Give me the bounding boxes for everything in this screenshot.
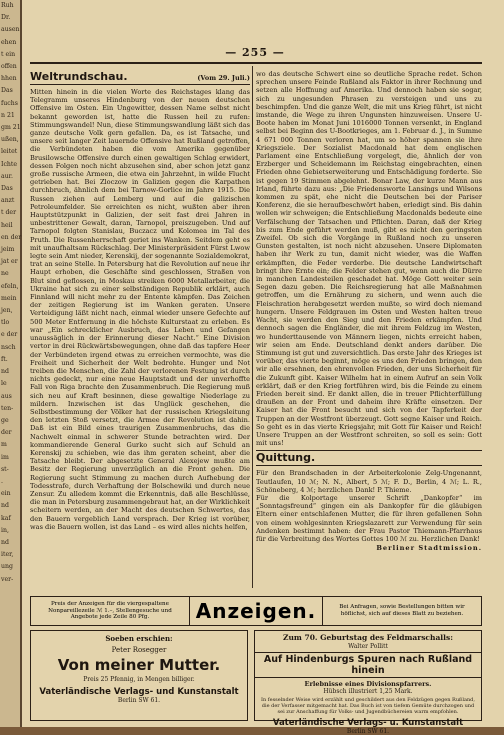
strip-fragment: nd	[1, 368, 9, 376]
advert-rosegger-intro: Soeben erschien:	[105, 634, 173, 643]
advert-hindenburg-author: Walter Pollitt	[348, 643, 388, 650]
page-number: — 255 —	[225, 46, 285, 59]
column-divider	[252, 66, 253, 588]
strip-fragment: im	[1, 453, 9, 461]
quittung-title: Quittung.	[256, 451, 316, 465]
strip-fragment: nd	[1, 538, 9, 546]
strip-fragment: en der	[1, 233, 22, 241]
strip-fragment: ung	[1, 563, 13, 571]
strip-fragment: mein	[1, 294, 17, 302]
strip-fragment: t der	[1, 209, 17, 217]
advert-hindenburg-description: In fesselnder Weise wird erzählt und geschildert aus den Feldzügen gegen Rußland, die der Verfasser mitgemacht hat. Das Buch ist von tiefem Gemüte durchzogen und sei zur Anschaffung für Volks- und Jugendbüchereien warm empfohlen.	[261, 697, 475, 715]
strip-fragment: ein	[1, 490, 11, 498]
weltrundschau-date: (Vom 29. Juli.)	[197, 74, 250, 82]
strip-fragment: Das	[1, 185, 13, 193]
strip-fragment: nd	[1, 502, 9, 510]
strip-fragment: der	[1, 429, 12, 437]
strip-fragment: ußen,	[1, 136, 19, 144]
advert-hindenburg-address: Berlin SW 61.	[346, 728, 390, 735]
strip-fragment: anzt	[1, 197, 15, 205]
quittung-signature: Berliner Stadtmission.	[376, 544, 482, 553]
header-rule	[30, 62, 482, 64]
strip-fragment: ehen	[1, 38, 17, 46]
strip-fragment: m	[1, 441, 7, 449]
strip-fragment: offen	[1, 63, 17, 71]
advert-rosegger-price: Preis 25 Pfennig, in Mengen billiger.	[83, 676, 195, 683]
strip-fragment: Ruh	[1, 2, 14, 9]
advert-rosegger-author: Peter Rosegger	[111, 646, 167, 654]
strip-fragment: jat er	[1, 258, 18, 266]
advert-hindenburg-publisher: Vaterländische Verlags- u. Kunstanstalt	[272, 718, 464, 728]
strip-fragment: fuchs	[1, 99, 18, 107]
strip-fragment: heil	[1, 221, 13, 229]
advert-hindenburg	[254, 630, 482, 735]
advert-hindenburg-occasion: Zum 70. Geburtstag des Feldmarschalls:	[283, 633, 453, 642]
anzeigen-title: Anzeigen.	[189, 597, 323, 625]
strip-fragment: ausen	[1, 26, 20, 34]
weltrundschau-header	[30, 70, 250, 85]
advert-hindenburg-price: Hübsch illustriert 1,25 Mark.	[323, 688, 413, 695]
anzeigen-price-note: Preis der Anzeigen für die viergespaltene Nonpareillezeile ℳ 1.–, Stellengesuche und Angebote jede Zeile 80 Pfg.	[48, 600, 172, 621]
advert-rosegger-publisher: Vaterländische Verlags- und Kunstanstalt	[39, 687, 239, 697]
strip-fragment: ten-	[1, 404, 14, 412]
strip-fragment: iter,	[1, 551, 14, 559]
strip-fragment: ver-	[1, 575, 14, 583]
strip-fragment: Dr.	[1, 14, 11, 22]
weltrundschau-body: Mitten hinein in die vielen Worte des Reichstages klang das Telegramm unseres Hindenburg von der neuen deutschen Offensive im Osten. Ein Ungewitter, dessen Name selbst nicht bekannt geworden ist, hatte die Russen heil zu rufen: Stimmungswandel! Nun, diese Stimmungswandlung läßt sich das ganze deutsche Volk gern gefallen. Da, es ist Tatsache, und unsere seit langer Zeit lauernde Offensive hat Rußland getroffen, die Verbündeten haben die vom Amerika gegenüber Brusilowsche Offensive durch einen gewaltigen Schlag erwidert, dessen Folgen noch nicht abzusehen sind, aber schon jetzt ganz große russische Armeen, die etwa ein Jahrzehnt, in wilde Flucht getrieben hat. Bei Zloczow in Galizien gegen die Karpathen durchbruch, ähnlich dem bei Tarnow-Gorlice im Jahre 1915. Die Russen ziehen auf Lemberg und auf die galizischen Petroleumfelder. Sie erreichten es nicht, wußten aber ihren Hauptstützpunkt in Galizien, der seit fast drei Jahren in unbestrittener Gewalt, daran, Tarnopol, preiszugeben. Und auf Tarnopol folgten Stanislau, Buczacz und Kolomea im Tal des Pruth. Die Russenherrschaft geriet ins Wanken. Seitdem geht es mit unaufhaltsam Rückschlag. Der Ministerpräsident Fürst Lwow legte sein Amt nieder, Kerenskij, der sogenannte Sozialdemokrat, trat an seine Stelle. In Petersburg hat die Revolution auf neue ihr Haupt erhoben, die Geschäfte sind geschlossen, Straßen von Blut sind geflossen, in Moskau streiken 6000 Metallarbeiter, die Ukraine hat sich zu einer selbständigen Republik erklärt, auch Finnland will nicht mehr zu der Entente kämpfen. Das Zeichen der zeitigen Regierung ist im Wanken geraten. Unsere Verteidigung läßt nicht nach, einmal wieder unsere Gefechte auf 500 Meter Entfernung in die höchste Kulturstaat zu erleben. Es war „Ein schrecklicher Ausbruch, das Leben und Gefangen unaussäglich in der Erinnerung dieser Nacht.“ Eine Division vertor in drei Rückwärtsbewegungen, ohne daß das tapfere Heer der Verbündeten irgend etwas zu erreichen vermochte, was die Freiheit und Sicherheit der Welt bedrohte. Hunger und Not treiben die Menschen, die Zahl der verlorenen Festung ist durch nichts gedeckt, nur eine neue Hauptstadt und der unverhoffte Fall von Riga brachte den Zusammenbruch. Die Regierung muß sich neu auf Kraft besinnen, diese gewaltige Niederlage zu mildern. Inzwischen ist das Unglück geschehen, die Selbstbestimmung der Völker hat der russischen Kriegsleitung den letzten Stoß versetzt, die Armee der Revolution ist dahin. Daß ist ein Bild eines traurigen Zusammenbruchs, das die Nachwelt einmal in schwerer Stunde betrachten wird. Der kommandierende General Gurko sucht sich auf Schuld an Kerenskij zu schieben, wie das ihm geraten scheint, aber die Tatsache bleibt. Der abgesetzte General Alexejew mußte am Besitz der Regierung unverzüglich an die Front gehen. Die Regierung sucht Stimmung zu machen durch Aufhebung der Todesstrafe, durch Verhaftung der Bolschewiki und durch neue Zensur. Zu alledem kommt die Erkenntnis, daß alle Beschlüsse, die man in Petersburg zusammengebraut hat, an der Wirklichkeit scheitern werden, an der Macht des deutschen Schwertes, das den Bauern vergeblich Land versprach. Der Krieg ist vorüber, was die Bauern wollen, ist das Land – es wird alles nichts helfen,	[30, 88, 250, 531]
anzeigen-banner	[30, 596, 482, 626]
strip-fragment: ne	[1, 270, 9, 278]
strip-fragment: aur.	[1, 172, 13, 180]
advert-hindenburg-title: Auf Hindenburgs Spuren nach Rußland hinein	[255, 652, 481, 678]
strip-fragment: st-	[1, 465, 9, 473]
strip-fragment: ge	[1, 416, 9, 424]
strip-fragment: in,	[1, 526, 9, 534]
quittung-header	[256, 450, 482, 466]
strip-fragment: le	[1, 380, 7, 388]
strip-fragment: kaf	[1, 514, 11, 522]
anzeigen-request-note: Bei Anfragen, sowie Bestellungen bitten wir höflichst, sich auf dieses Blatt zu beziehen.	[339, 604, 465, 617]
strip-fragment: ft.	[1, 355, 8, 363]
strip-fragment: leitet	[1, 148, 18, 156]
adjacent-page-strip	[0, 0, 22, 727]
strip-fragment: jen,	[1, 307, 13, 315]
strip-fragment: n 21	[1, 111, 15, 119]
strip-fragment: .	[1, 477, 3, 485]
right-column	[256, 70, 482, 590]
strip-fragment: e der	[1, 331, 18, 339]
strip-fragment: hhen	[1, 75, 17, 83]
quittung-body: Für den Brandschaden in der Arbeiterkolonie Zelg-Ungenannt, Teutlaufen, 10 ℳ; N. N., Albert, 5 ℳ; F. D., Berlin, 4 ℳ; L. R., Schöneberg, 4 ℳ; herzlichen Dank! P. Thieme. Für die Kolportage unserer Schrift „Dankopfer“ im „Sonntagsfreund“ gingen ein als Dankopfer für die gläubigen Eltern einer entschlafenen Mutter, die für ihren gefallenen Sohn von einem wohlgesinnten Kriegslazarett zur Verwendung für sein Andenken bestimmt haben: der Frau Pastor Thiemann-Pfarrhaus für die Verbreitung des Wortes Gottes 100 ℳ zu. Herzlichen Dank!	[256, 469, 482, 543]
weltrundschau-column	[30, 70, 250, 590]
advert-rosegger-address: Berlin SW 61.	[117, 697, 161, 704]
advert-rosegger	[30, 630, 248, 721]
strip-fragment: Ichte	[1, 160, 18, 168]
strip-fragment: gm 21	[1, 124, 21, 132]
weltrundschau-continued: wo das deutsche Schwert eine so deutliche Sprache redet. Schon sprechen unsere Feinde Rußland als Faktor in ihrer Rechnung und setzen alle Hoffnung auf Amerika. Und dennoch haben sie sogar, sich zu ungesunden Phrasen zu versteigen und uns zu beschimpfen. Und die ganze Welt, die mit uns Krieg führt, ist nicht imstande, die Wege zu ihren Ungunsten hinzuweisen. Unsere U-Boote haben im Monat Juni 1016000 Tonnen versenkt, in England selbst bei Beginn des U-Bootkrieges, am 1. Februar d. J., in Summe 4 671 000 Tonnen verloren hat, um so höher spannen sie ihre Kriegsziele. Der Sozialist Macdonald hat dem englischen Parlament eine Entschließung vorgelegt, die, ähnlich der von Erzberger und Scheidemann im Reichstag eingebrachten, einen Frieden ohne Gebietserweiterung und Entschädigung forderte. Sie ist gegen 19 Stimmen abgelehnt. Bonar Law, der kurze Mann aus Irland, führte dazu aus: „Die Friedensworte Lansings und Wilsons kommen zu spät, ehe nicht die Deutschen bei der Pariser Konferenz, die sie heraufbeschwört haben, erledigt sind. Bis dahin wollen wir schweigen; die Entschließung Macdonalds bedeute eine Verfälschung der Tatsachen und Pflichten. Daran, daß der Krieg bis zum Ende geführt werden muß, gibt es nicht den geringsten Zweifel. Ob sich die Vorgänge in Rußland noch zu unseren Gunsten gestalten, ist noch nicht abzusehen. Unsere Diplomaten haben ihr Werk zu tun, damit nicht wieder, was die Waffen erkämpften, die Feder verderbe. Die deutsche Landwirtschaft bringt ihre Ernte ein; die Felder stehen gut, wenn auch die Dürre in manchen Landesteilen geschadet hat. Möge Gott weiter sein Segen dazu geben. Die Reichsregierung hat alle Maßnahmen getroffen, um die Ernährung zu sichern, und wenn auch die Fleischration herabgesetzt werden mußte, so wird doch niemand hungern. Unsere Feldgrauen im Osten und Westen halten treue Wacht, sie werden den Sieg und den Frieden erkämpfen. Und dennoch sagen die Engländer, die mit ihrem Feldzug im Westen, wo hunderttausende von Männern liegen, nichts erreicht haben, wir seien am Ende. Deutschland denkt anders darüber. Die Stimmung ist gut und zuversichtlich. Das erste Jahr des Krieges ist vorüber, das vierte beginnt, möge es uns den Frieden bringen, den wir alle ersehnen, den ehrenvollen Frieden, der uns Sicherheit für die Zukunft gibt. Kaiser Wilhelm hat in einem Aufruf an sein Volk erklärt, daß er den Krieg fortführen wird, bis die Feinde zu einem Frieden bereit sind. Er dankt allen, die in treuer Pflichterfüllung draußen an der Front und daheim ihre Kräfte einsetzen. Der Kaiser hat die Front besucht und sich von der Tapferkeit der Truppen an der Westfront überzeugt. Gott segne Kaiser und Reich. So geht es in das vierte Kriegsjahr, mit Gott für Kaiser und Reich! Unsere Truppen an der Westfront schreiten, so soll es sein: Gott mit uns!	[256, 70, 482, 448]
strip-fragment: jeim	[1, 246, 15, 254]
strip-fragment: tlo	[1, 319, 10, 327]
strip-fragment: t ein	[1, 50, 16, 58]
advert-rosegger-title: Von meiner Mutter.	[57, 656, 221, 674]
advert-hindenburg-subtitle: Erlebnisse eines Divisionspfarrers.	[304, 680, 432, 688]
strip-fragment: efeln,	[1, 282, 19, 290]
weltrundschau-title: Weltrundschau.	[30, 70, 128, 83]
strip-fragment: aus	[1, 392, 12, 400]
strip-fragment: Das	[1, 87, 13, 95]
strip-fragment: nsch	[1, 343, 16, 351]
